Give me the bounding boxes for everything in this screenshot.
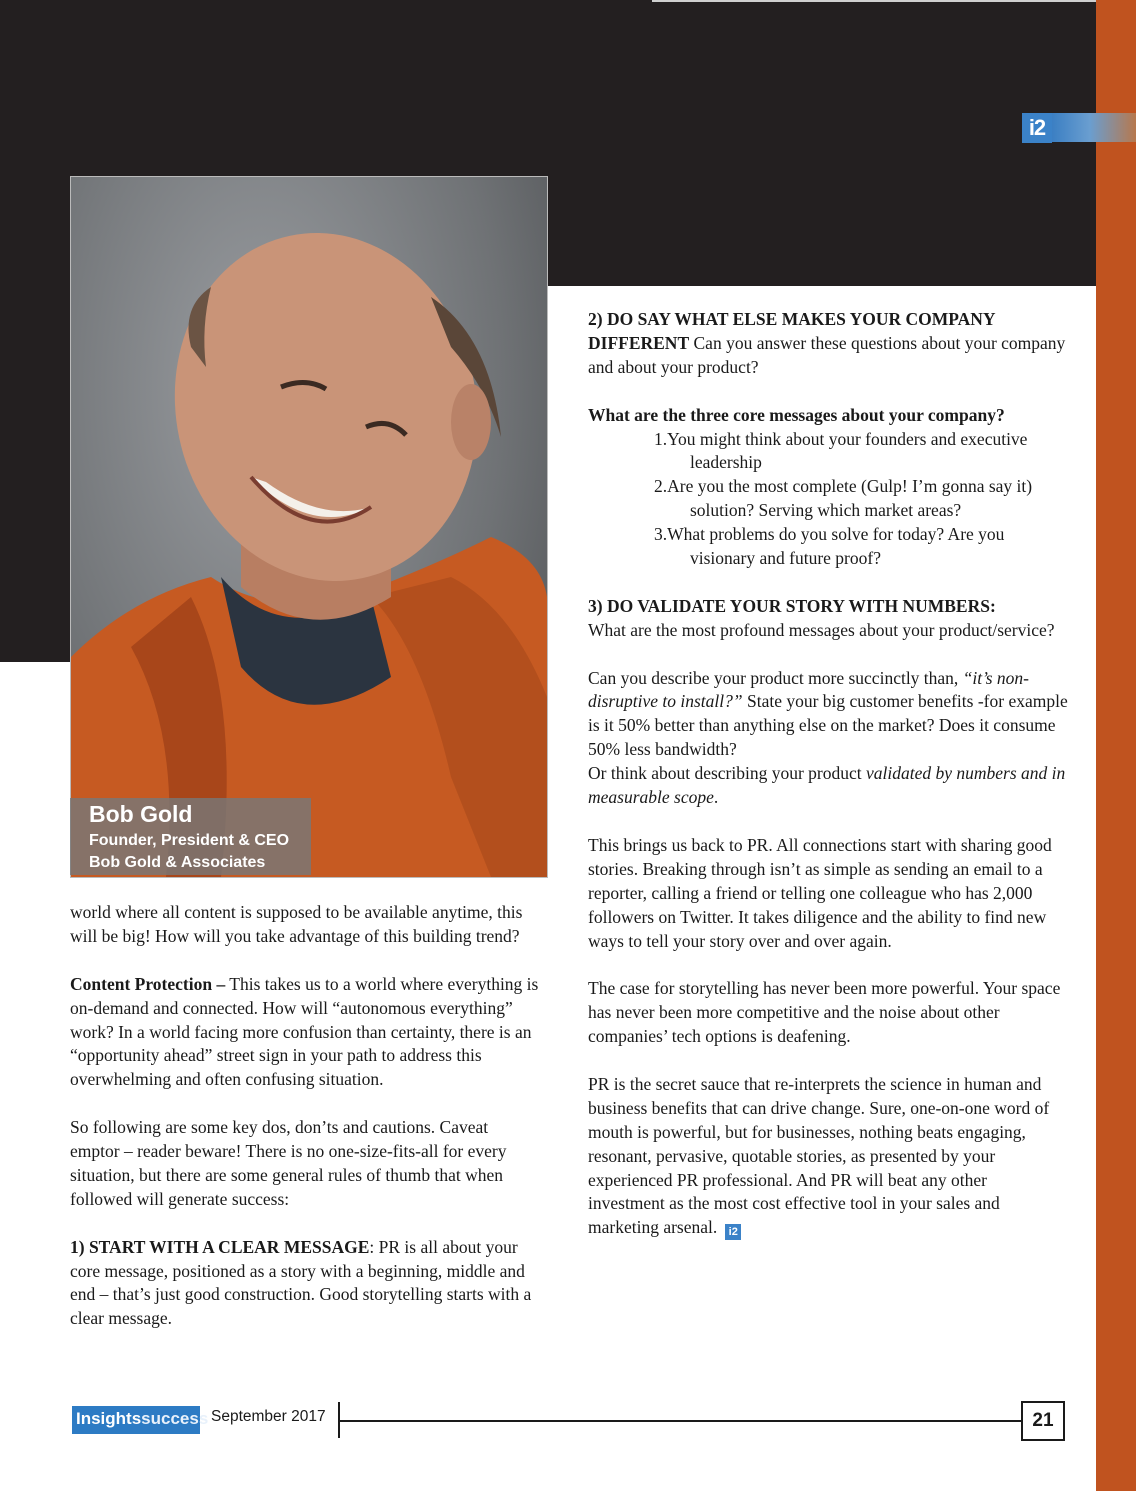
footer-rule [340, 1420, 1022, 1422]
end-mark-icon: i2 [725, 1224, 741, 1240]
paragraph: So following are some key dos, don’ts and cautions. Caveat emptor – reader beware! There is no one-size-fits-all for every situation, but there are some general rules of thumb that when followed will generate success: [70, 1117, 507, 1209]
paragraph: The case for storytelling has never been more powerful. Your space has never been more competitive and the noise about other companies’ tech options is deafening. [588, 978, 1061, 1047]
page-number: 21 [1021, 1401, 1065, 1441]
caption-name: Bob Gold [89, 801, 193, 827]
photo-caption [70, 798, 311, 875]
list-item: 2.Are you the most complete (Gulp! I’m gonna say it) solution? Serving which market areas? [654, 476, 1033, 521]
paragraph: 2) DO SAY WHAT ELSE MAKES YOUR COMPANY DIFFERENT Can you answer these questions about your company and about your product? [588, 309, 1066, 377]
section-tab [1052, 113, 1136, 142]
magazine-logo: Insightssuccess [72, 1406, 200, 1434]
orange-side-bar [1096, 0, 1136, 1491]
caption-title: Founder, President & CEO [89, 832, 290, 849]
heading-validate-numbers: 3) DO VALIDATE YOUR STORY WITH NUMBERS: [588, 595, 996, 616]
i2-logo-mark: i2 [1022, 113, 1052, 143]
heading-start-clear-message: 1) START WITH A CLEAR MESSAGE [70, 1236, 370, 1257]
top-rule [652, 0, 1096, 2]
paragraph: world where all content is supposed to be available anytime, this will be big! How will you take advantage of this building trend? [70, 902, 523, 946]
list-item: 3.What problems do you solve for today? Are you visionary and future proof? [654, 524, 1005, 569]
paragraph: PR is the secret sauce that re-interprets the science in human and business benefits that can drive change. Sure, one-on-one word of mouth is powerful, but for businesses, nothing beats engaging, resonant, pervasive, quotable stories, as presented by your experienced PR professional. And PR will beat any other investment as the most cost effective tool in your sales and marketing arsenal. i2 [588, 1073, 1050, 1239]
right-column [588, 308, 1068, 1264]
left-column [70, 901, 540, 1355]
issue-date: September 2017 [211, 1408, 326, 1425]
core-messages-question: What are the three core messages about your company? [588, 404, 1005, 425]
term-content-protection: Content Protection – [70, 973, 226, 994]
paragraph: Content Protection – This takes us to a world where everything is on-demand and connected. How will “autonomous everything” work? In a world facing more confusion than certainty, there is an “opportunity ahead” street sign in your path to address this overwhelming and often confusing situation. [70, 973, 539, 1090]
list-item: 1.You might think about your founders and executive leadership [654, 428, 1028, 473]
portrait-illustration [71, 177, 547, 877]
heading-say-what-else: 2) DO SAY WHAT ELSE MAKES YOUR COMPANY DIFFERENT [588, 309, 995, 353]
portrait-photo [70, 176, 548, 878]
caption-company: Bob Gold & Associates [89, 854, 266, 871]
paragraph: This brings us back to PR. All connections start with sharing good stories. Breaking through isn’t as simple as sending an email to a reporter, calling a friend or telling one colleague who has 2,000 followers on Twitter. It takes diligence and the ability to find new ways to tell your story over and over again. [588, 834, 1052, 951]
paragraph: Can you describe your product more succinctly than, “it’s non-disruptive to install?” State your big customer benefits -for example is it 50% better than anything else on the market? Does it consume 50% less bandwidth? Or think about describing your product validated by numbers and in measurable scope. [588, 667, 1068, 808]
paragraph: What are the most profound messages about your product/service? [588, 619, 1055, 640]
paragraph: 1) START WITH A CLEAR MESSAGE: PR is all about your core message, positioned as a story with a beginning, middle and end – that’s just good construction. Good storytelling starts with a clear message. [70, 1236, 532, 1329]
core-messages-list [588, 428, 1068, 571]
left-dark-strip [0, 286, 70, 662]
